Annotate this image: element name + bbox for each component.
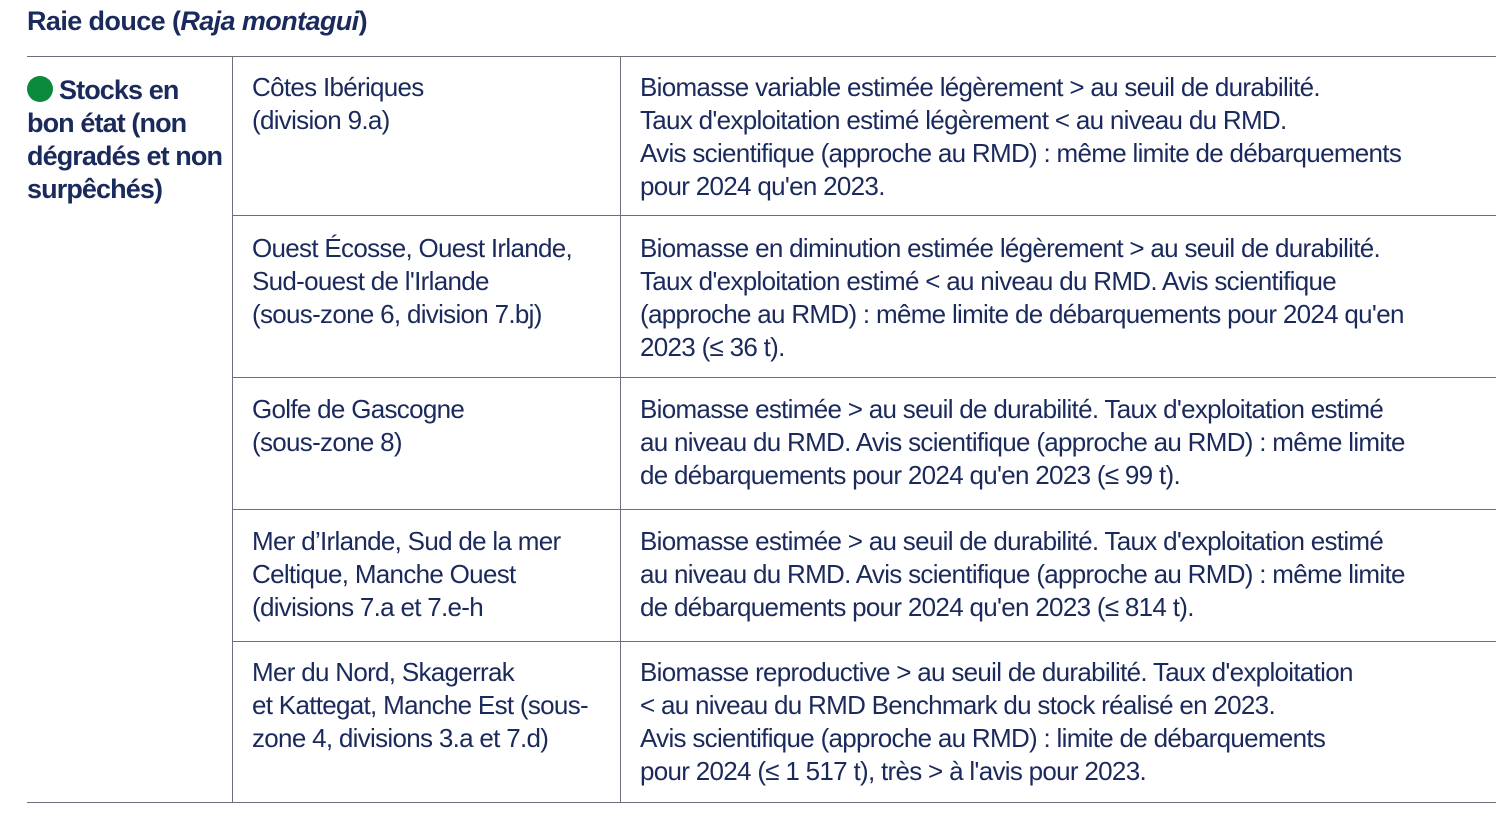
row-divider — [232, 377, 1496, 378]
zone-cell: Mer d’Irlande, Sud de la mer Celtique, Manche Ouest (divisions 7.a et 7.e-h — [252, 526, 561, 622]
title-close-paren: ) — [358, 6, 367, 36]
zone-cell: Côtes Ibériques (division 9.a) — [252, 72, 424, 135]
status-dot-icon — [27, 76, 53, 102]
species-latin-name: Raja montagui — [180, 6, 359, 36]
stock-status — [27, 74, 227, 206]
status-label: Stocks en bon état (non dégradés et non surpêchés) — [27, 75, 223, 204]
description-cell: Biomasse estimée > au seuil de durabilité. Taux d'exploitation estimé au niveau du RMD. Avis scientifique (approche au RMD) : même limite de débarquements pour 2024 qu'en 2023 (≤ 99 t). — [640, 394, 1405, 490]
row-divider — [232, 641, 1496, 642]
column-divider-zone — [620, 56, 621, 803]
species-common-name: Raie douce ( — [27, 6, 181, 36]
zone-cell: Golfe de Gascogne (sous-zone 8) — [252, 394, 465, 457]
table-top-border — [27, 56, 1496, 57]
row-divider — [232, 509, 1496, 510]
zone-cell: Ouest Écosse, Ouest Irlande, Sud-ouest de l'Irlande (sous-zone 6, division 7.bj) — [252, 233, 573, 329]
description-cell: Biomasse variable estimée légèrement > au seuil de durabilité. Taux d'exploitation estimé légèrement < au niveau du RMD. Avis scientifique (approche au RMD) : même limite de débarquements pour 2024 qu'en 2023. — [640, 72, 1402, 201]
row-divider — [232, 215, 1496, 216]
zone-cell: Mer du Nord, Skagerrak et Kattegat, Manche Est (sous- zone 4, divisions 3.a et 7.d) — [252, 657, 588, 753]
description-cell: Biomasse en diminution estimée légèrement > au seuil de durabilité. Taux d'exploitation estimé < au niveau du RMD. Avis scientifique (approche au RMD) : même limite de débarquements pour 2024 qu'en 2023 (≤ 36 t). — [640, 233, 1404, 362]
table-bottom-border — [27, 802, 1496, 803]
column-divider-status — [232, 56, 233, 803]
table-title — [27, 6, 367, 37]
description-cell: Biomasse estimée > au seuil de durabilité. Taux d'exploitation estimé au niveau du RMD. Avis scientifique (approche au RMD) : même limite de débarquements pour 2024 qu'en 2023 (≤ 814 t). — [640, 526, 1405, 622]
description-cell: Biomasse reproductive > au seuil de durabilité. Taux d'exploitation < au niveau du RMD Benchmark du stock réalisé en 2023. Avis scientifique (approche au RMD) : limite de débarquements pour 2024 (≤ 1 517 t), très > à l'avis pour 2023. — [640, 657, 1353, 786]
